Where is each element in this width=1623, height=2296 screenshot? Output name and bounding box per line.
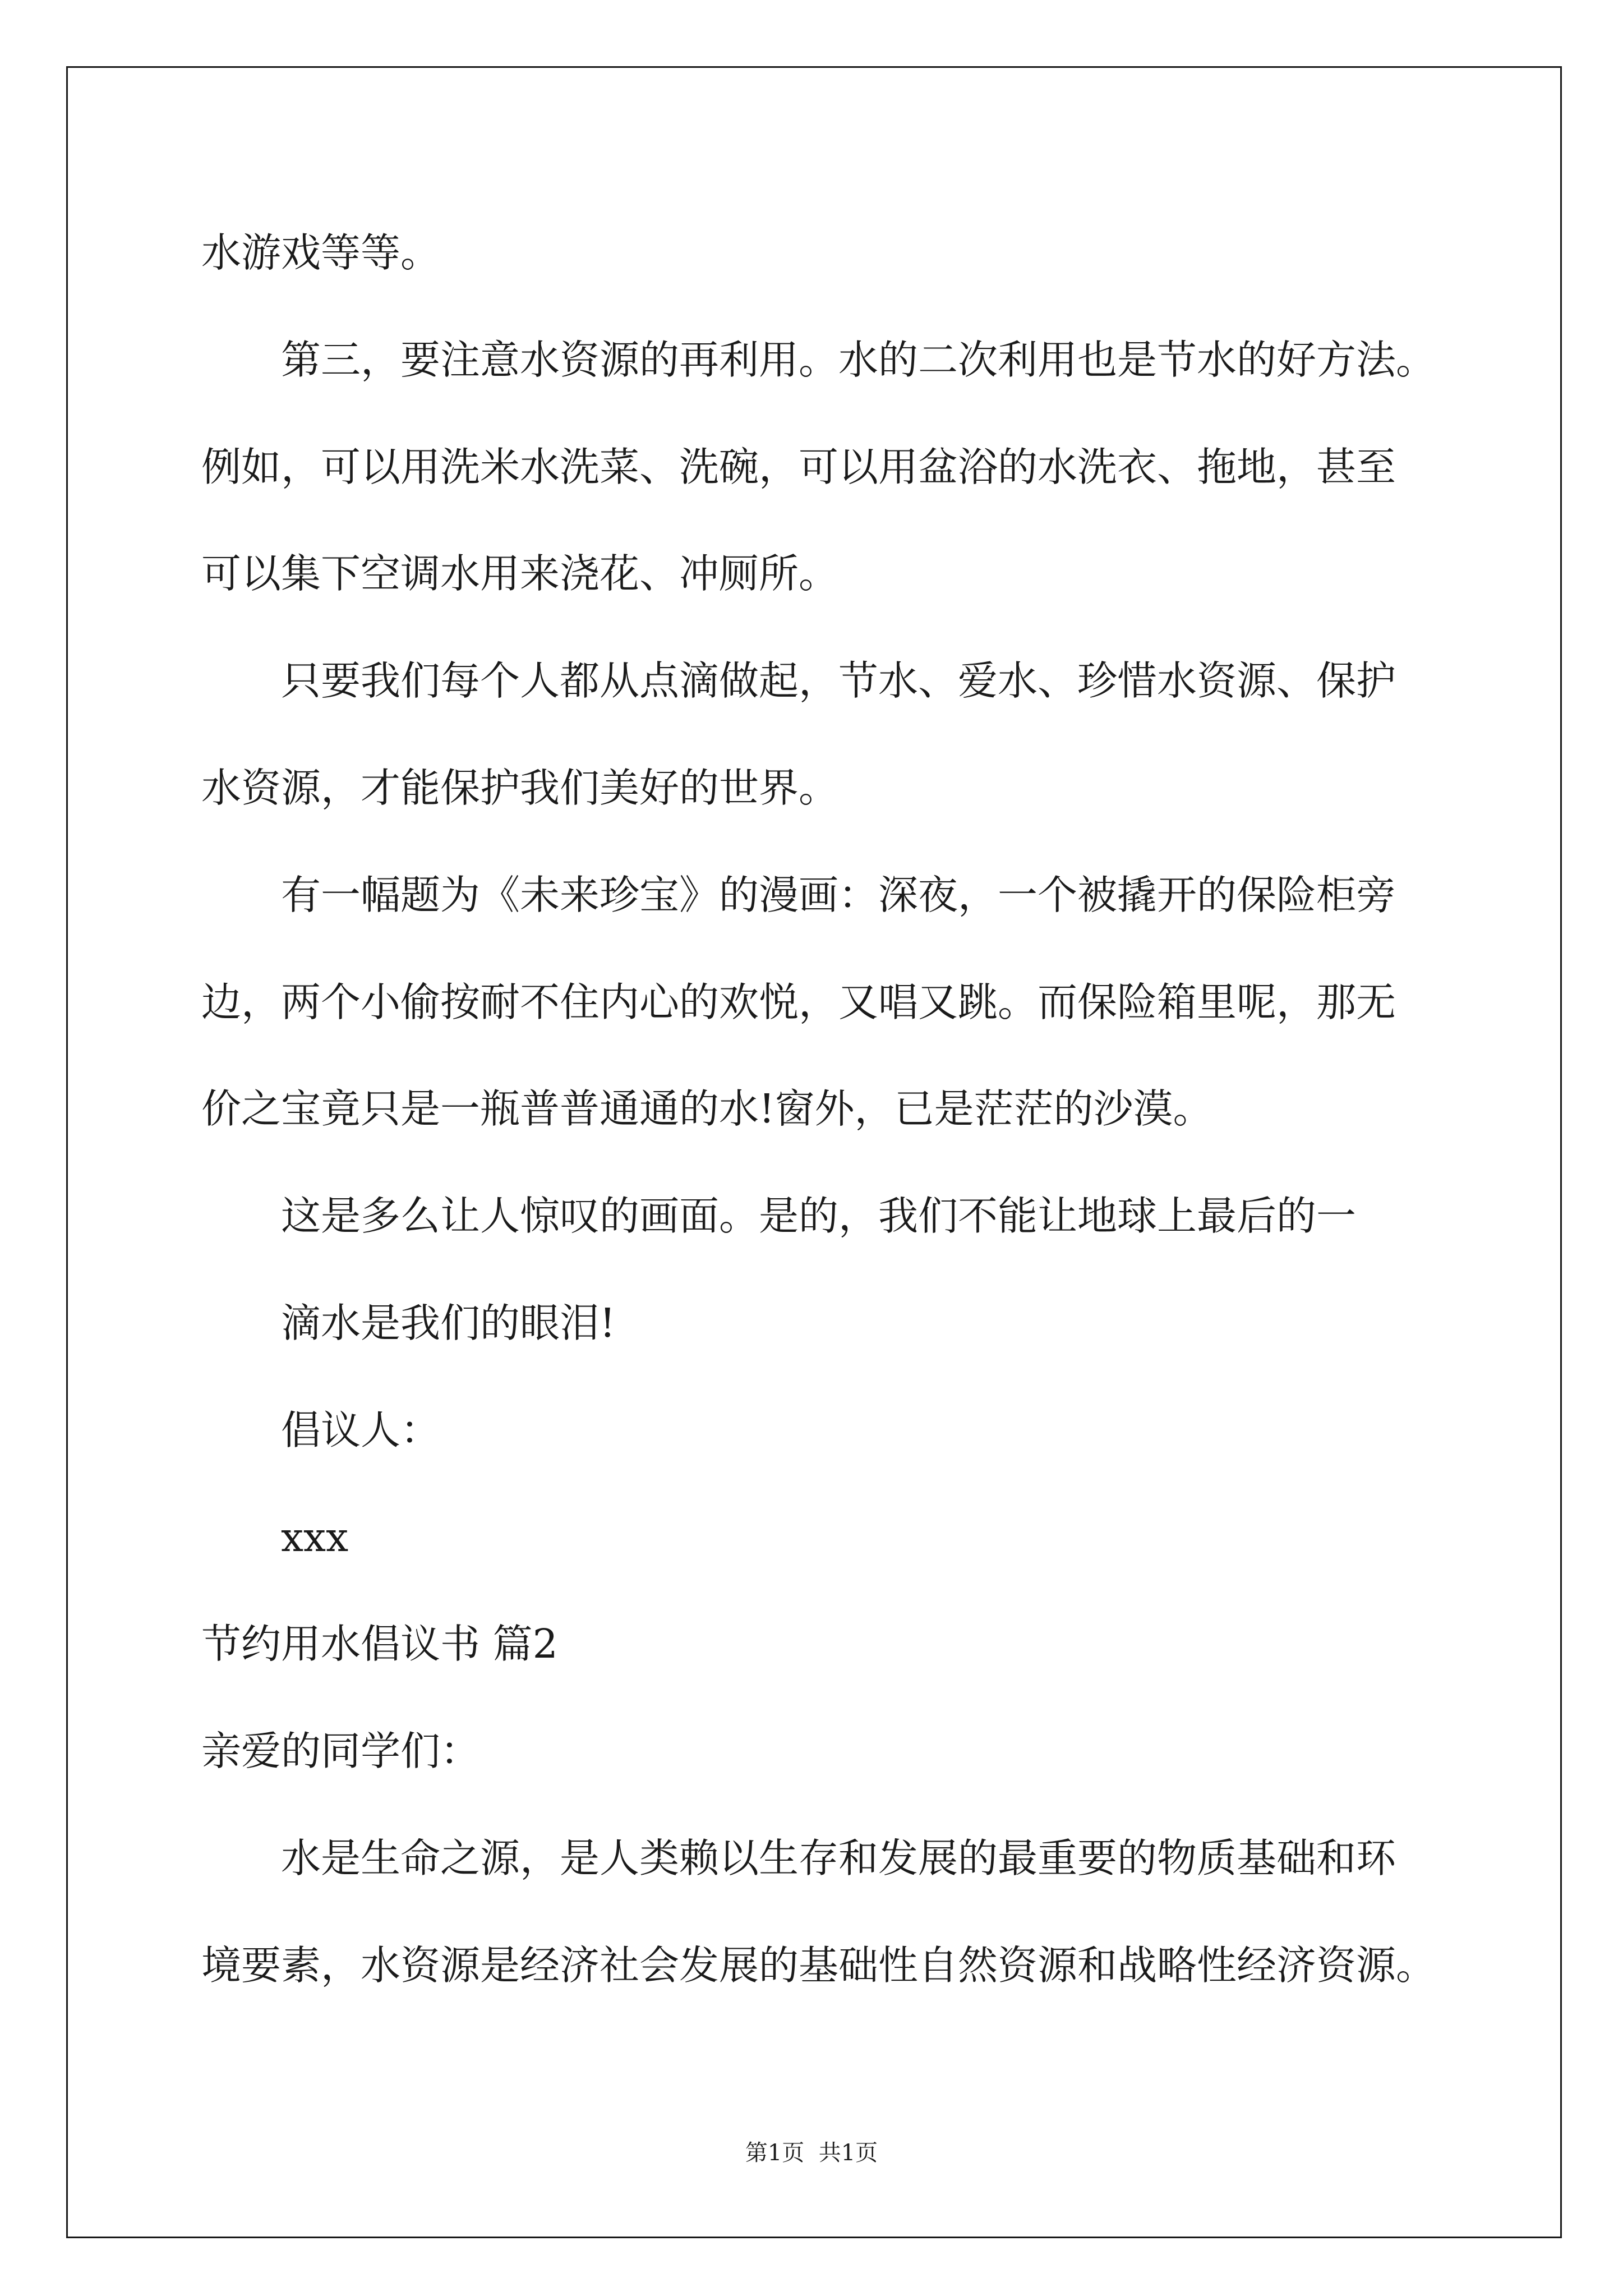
paragraph-line: 价之宝竟只是一瓶普普通通的水!窗外，已是茫茫的沙漠。: [201, 1085, 1213, 1132]
signature-label: 倡议人：: [281, 1407, 441, 1453]
paragraph-line: 边，两个小偷按耐不住内心的欢悦，又唱又跳。而保险箱里呢，那无: [201, 979, 1396, 1025]
paragraph-line: 例如，可以用洗米水洗菜、洗碗，可以用盆浴的水洗衣、拖地，甚至: [201, 444, 1396, 490]
section-title: 节约用水倡议书 篇2: [201, 1621, 558, 1667]
paragraph-line: 滴水是我们的眼泪!: [281, 1300, 616, 1346]
paragraph-line: 水资源，才能保护我们美好的世界。: [201, 765, 839, 811]
signature-name: xxx: [281, 1514, 349, 1561]
paragraph-line: 只要我们每个人都从点滴做起，节水、爱水、珍惜水资源、保护: [281, 657, 1396, 704]
paragraph-line: 水游戏等等。: [201, 229, 441, 276]
paragraph-line: 水是生命之源，是人类赖以生存和发展的最重要的物质基础和环: [281, 1835, 1396, 1881]
paragraph-line: 可以集下空调水用来浇花、冲厕所。: [201, 550, 839, 597]
page-border: [66, 66, 1562, 2238]
paragraph-line: 这是多么让人惊叹的画面。是的，我们不能让地球上最后的一: [281, 1193, 1357, 1239]
paragraph-line: 第三，要注意水资源的再利用。水的二次利用也是节水的好方法。: [281, 337, 1436, 383]
paragraph-line: 境要素，水资源是经济社会发展的基础性自然资源和战略性经济资源。: [201, 1942, 1436, 1989]
salutation: 亲爱的同学们：: [201, 1728, 481, 1774]
paragraph-line: 有一幅题为《未来珍宝》的漫画：深夜，一个被撬开的保险柜旁: [281, 872, 1396, 918]
page-footer: 第1页 共1页: [745, 2140, 878, 2166]
